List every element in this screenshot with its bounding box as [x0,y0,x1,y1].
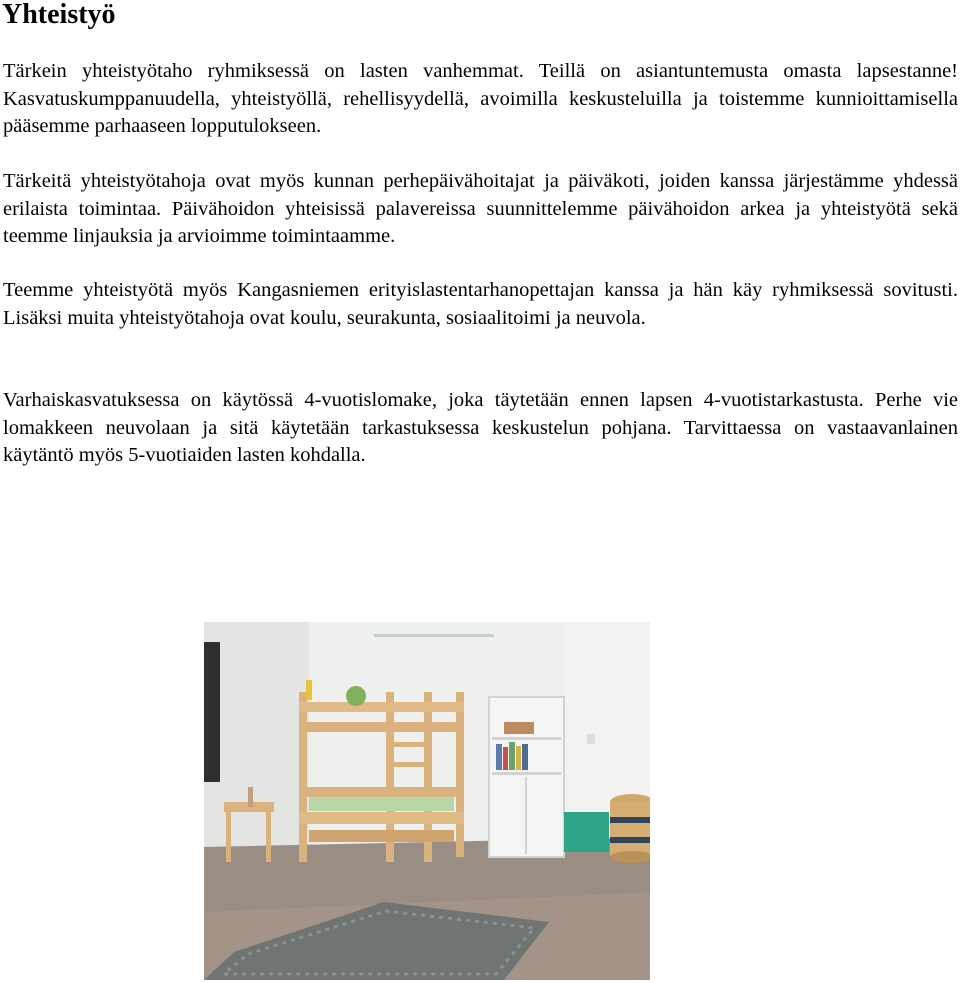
room-photo [204,622,660,980]
room-photo-illustration [204,622,660,980]
paragraph-special-teacher: Teemme yhteistyötä myös Kangasniemen erityislastentarhanopettajan kanssa ja hän käy ryhmiksessä sovitusti. Lisäksi muita yhteistyötahoja ovat koulu, seurakunta, sosiaalitoimi ja neuvola. [3,279,958,329]
paragraph-form: Varhaiskasvatuksessa on käytössä 4-vuotislomake, joka täytetään ennen lapsen 4-vuotistarkastusta. Perhe vie lomakkeen neuvolaan ja sitä käytetään tarkastuksessa keskustelun pohjana. Tarvittaessa on vastaavanlainen käytäntö myös 5-vuotiaiden lasten kohdalla. [3,389,958,466]
page-title: Yhteistyö [2,0,116,30]
paragraph-daycare: Tärkeitä yhteistyötahoja ovat myös kunnan perhepäivähoitajat ja päiväkoti, joiden kanssa järjestämme yhdessä erilaista toimintaa. Päivähoidon yhteisissä palavereissa suunnittelemme päivähoidon arkea ja yhteistyötä sekä teemme linjauksia ja arvioimme toimintaamme. [3,170,958,247]
paragraph-parents: Tärkein yhteistyötaho ryhmiksessä on lasten vanhemmat. Teillä on asiantuntemusta omasta lapsestanne! Kasvatuskumppanuudella, yhteistyöllä, rehellisyydellä, avoimilla keskusteluilla ja toistemme kunnioittamisella pääsemme parhaaseen lopputulokseen. [3,60,958,137]
